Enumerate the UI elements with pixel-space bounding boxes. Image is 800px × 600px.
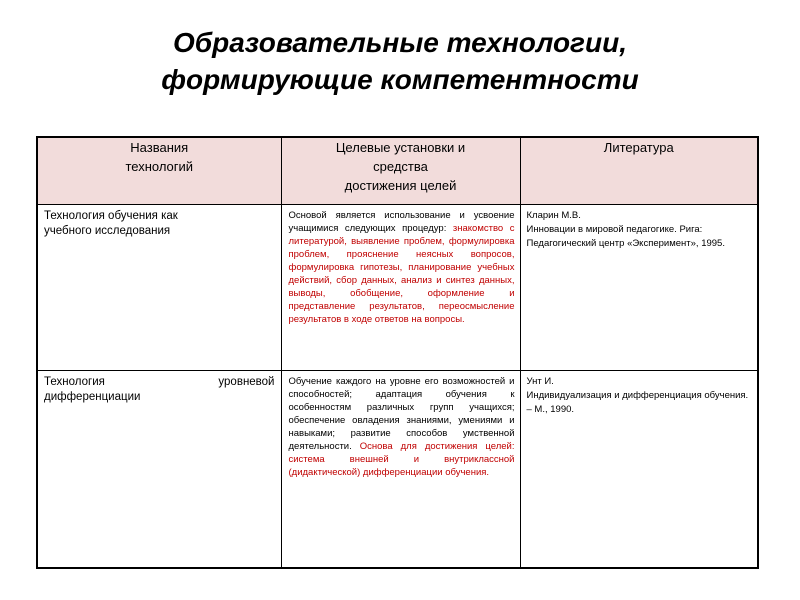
literature-work: Инновации в мировой педагогике. Рига: Педагогический центр «Эксперимент», 1995.: [526, 224, 725, 249]
technology-name-cell: [37, 371, 281, 569]
literature-work: Индивидуализация и дифференциация обучения. – М., 1990.: [526, 390, 749, 415]
technology-name-line: учебного исследования: [44, 225, 171, 237]
header-text: Названия: [130, 140, 189, 155]
technologies-table: [36, 136, 759, 569]
technology-name-line: Технология уровневой: [44, 376, 275, 388]
technology-name: [38, 371, 281, 409]
literature-author: Кларин М.В.: [526, 210, 581, 221]
goals-text-highlight: знакомство с литературой, выявление проблем, формулировка проблем, прояснение неясных вопросов, формулировка гипотезы, планирование учебных действий, сбор данных, анализ и синтез данных, выводы, обобщение, оформление и представление результатов, переосмысление результатов в ходе ответов на вопросы.: [288, 223, 515, 325]
technology-name: [38, 205, 281, 243]
header-text: Целевые установки и: [335, 140, 466, 155]
slide-title-line-1: Образовательные технологии,: [173, 27, 627, 58]
goals-cell: [281, 205, 520, 371]
literature-cell: [520, 205, 758, 371]
literature-text: [521, 205, 758, 255]
literature-text: [521, 371, 758, 421]
goals-text: [282, 205, 520, 330]
table-header-row: [37, 137, 758, 205]
header-technology-names: [37, 137, 281, 205]
goals-cell: [281, 371, 520, 569]
slide-title: [0, 24, 800, 98]
technology-name-line: Технология обучения как: [44, 210, 178, 222]
header-goals-and-means: [281, 137, 520, 205]
slide-title-line-2: формирующие компетентности: [161, 64, 639, 95]
header-literature: [520, 137, 758, 205]
table-row: [37, 371, 758, 569]
technology-name-line: дифференциации: [44, 391, 141, 403]
goals-text-main: Основой является использование и усвоение учащимися следующих процедур:: [288, 210, 515, 234]
goals-text-main: Обучение каждого на уровне его возможностей и способностей; адаптация обучения к особенностям различных групп учащихся; обеспечение овладения знаниями, умениями и навыками; развитие способов умственной деятельности.: [288, 376, 515, 452]
header-text: Литература: [603, 140, 674, 155]
goals-text: [282, 371, 520, 483]
header-text: достижения целей: [344, 178, 457, 193]
goals-text-highlight: Основа для достижения целей: система внешней и внутриклассной (дидактической) дифференциации обучения.: [288, 441, 515, 478]
technology-name-cell: [37, 205, 281, 371]
header-text: технологий: [125, 159, 194, 174]
header-text: средства: [373, 159, 428, 174]
literature-author: Унт И.: [526, 376, 554, 387]
table-row: [37, 205, 758, 371]
literature-cell: [520, 371, 758, 569]
